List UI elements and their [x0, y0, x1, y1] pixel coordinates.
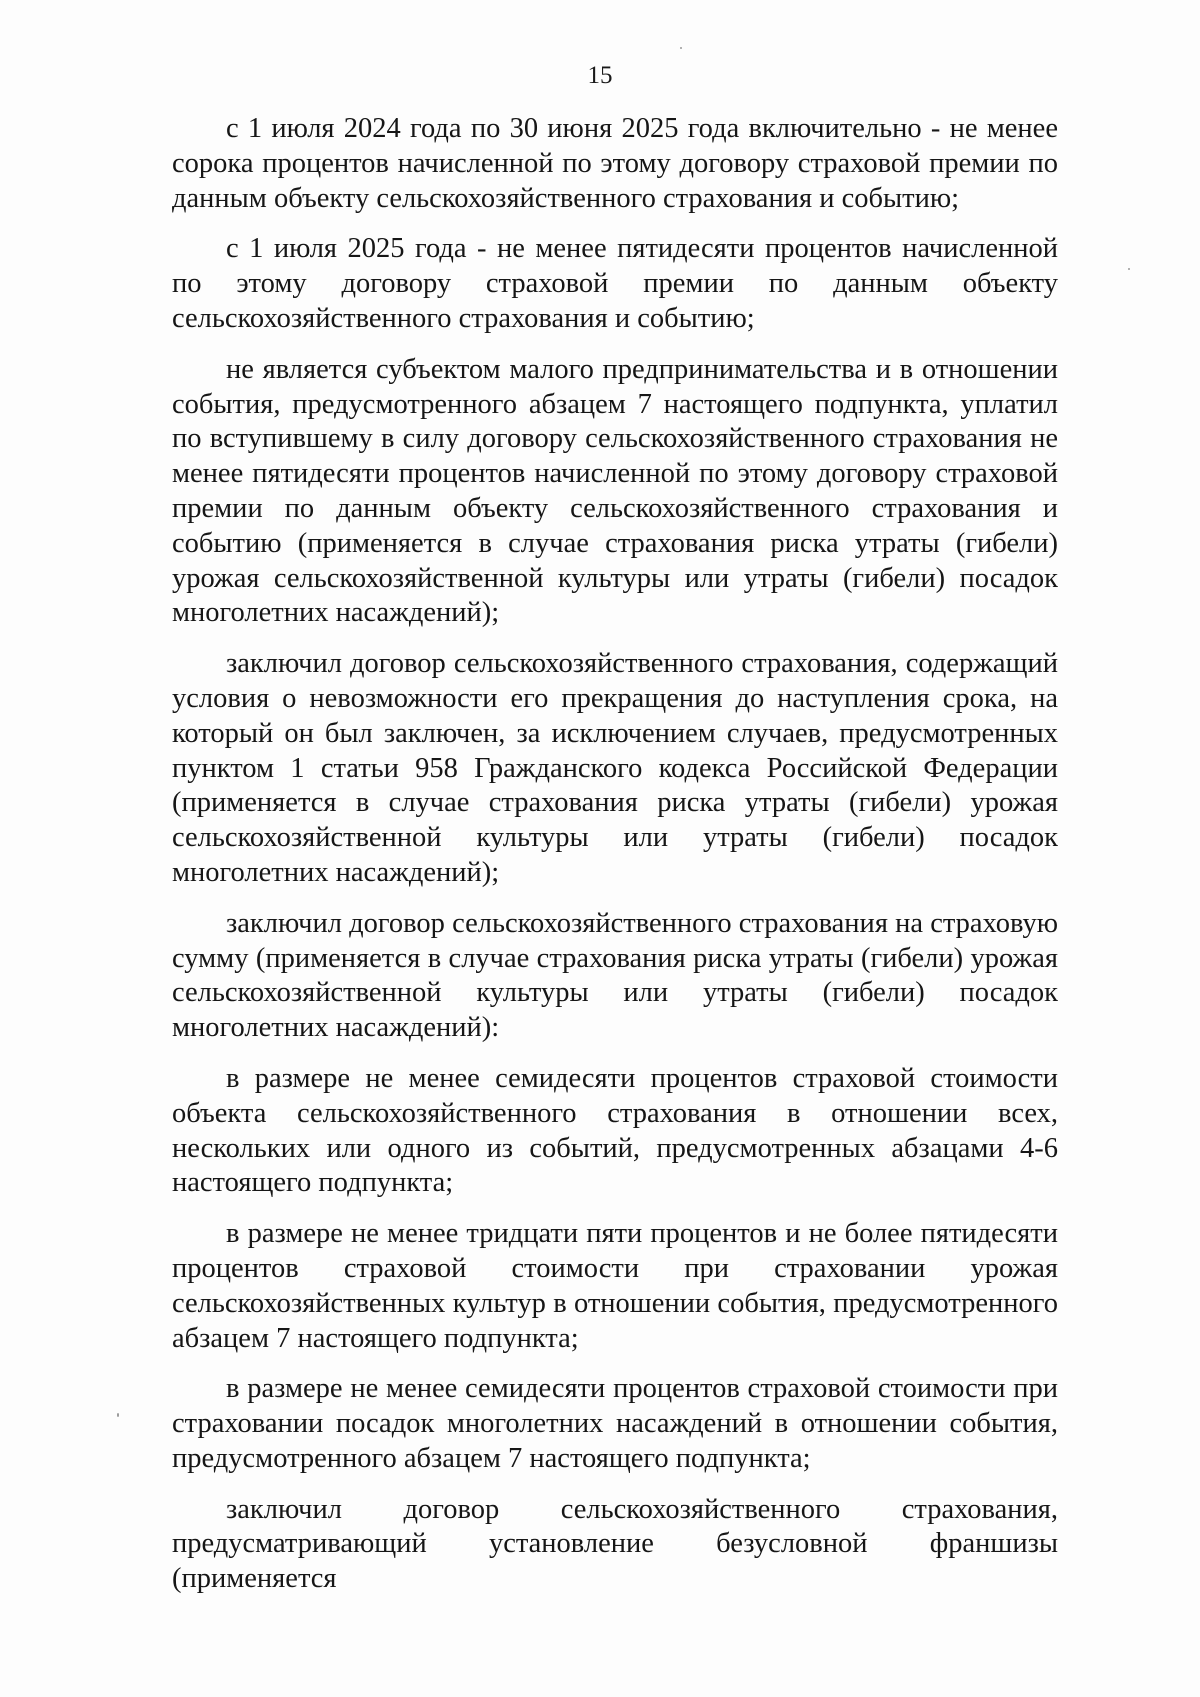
paragraph-2: с 1 июля 2025 года - не менее пятидесяти процентов начисленной по этому договору страховой премии по данным объекту сельскохозяйственного страхования и событию;: [172, 233, 1058, 334]
page-number: 15: [587, 62, 613, 89]
paragraph-3: не является субъектом малого предпринимательства и в отношении события, предусмотренного абзацем 7 настоящего подпункта, уплатил по вступившему в силу договору сельскохозяйственного страхования не менее пятидесяти процентов начисленной по этому договору страховой премии по данным объекту сельскохозяйственного страхования и событию (применяется в случае страхования риска утраты (гибели) урожая сельскохозяйственной культуры или утраты (гибели) посадок многолетних насаждений);: [172, 353, 1058, 629]
paragraph-8: в размере не менее семидесяти процентов страховой стоимости при страховании посадок многолетних насаждений в отношении события, предусмотренного абзацем 7 настоящего подпункта;: [172, 1373, 1058, 1474]
scan-speck: [117, 1413, 119, 1417]
scan-speck: [680, 47, 682, 49]
paragraph-7: в размере не менее тридцати пяти процентов и не более пятидесяти процентов страховой стоимости при страховании урожая сельскохозяйственных культур в отношении события, предусмотренного абзацем 7 настоящего подпункта;: [172, 1218, 1058, 1354]
paragraph-6: в размере не менее семидесяти процентов страховой стоимости объекта сельскохозяйственного страхования в отношении всех, нескольких или одного из событий, предусмотренных абзацами 4-6 настоящего подпункта;: [172, 1062, 1058, 1199]
paragraph-1: с 1 июля 2024 года по 30 июня 2025 года включительно - не менее сорока процентов начисленной по этому договору страховой премии по данным объекту сельскохозяйственного страхования и событию;: [172, 113, 1058, 214]
scan-speck: [1128, 268, 1130, 270]
paragraph-9: заключил договор сельскохозяйственного страхования, предусматривающий установление безусловной франшизы (применяется: [172, 1493, 1058, 1595]
paragraph-4: заключил договор сельскохозяйственного страхования, содержащий условия о невозможности его прекращения до наступления срока, на который он был заключен, за исключением случаев, предусмотренных пунктом 1 статьи 958 Гражданского кодекса Российской Федерации (применяется в случае страхования риска утраты (гибели) урожая сельскохозяйственной культуры или утраты (гибели) посадок многолетних насаждений);: [172, 648, 1058, 888]
document-body: [172, 112, 1058, 1597]
paragraph-5: заключил договор сельскохозяйственного страхования на страховую сумму (применяется в случае страхования риска утраты (гибели) урожая сельскохозяйственной культуры или утраты (гибели) посадок многолетних насаждений):: [172, 907, 1058, 1044]
